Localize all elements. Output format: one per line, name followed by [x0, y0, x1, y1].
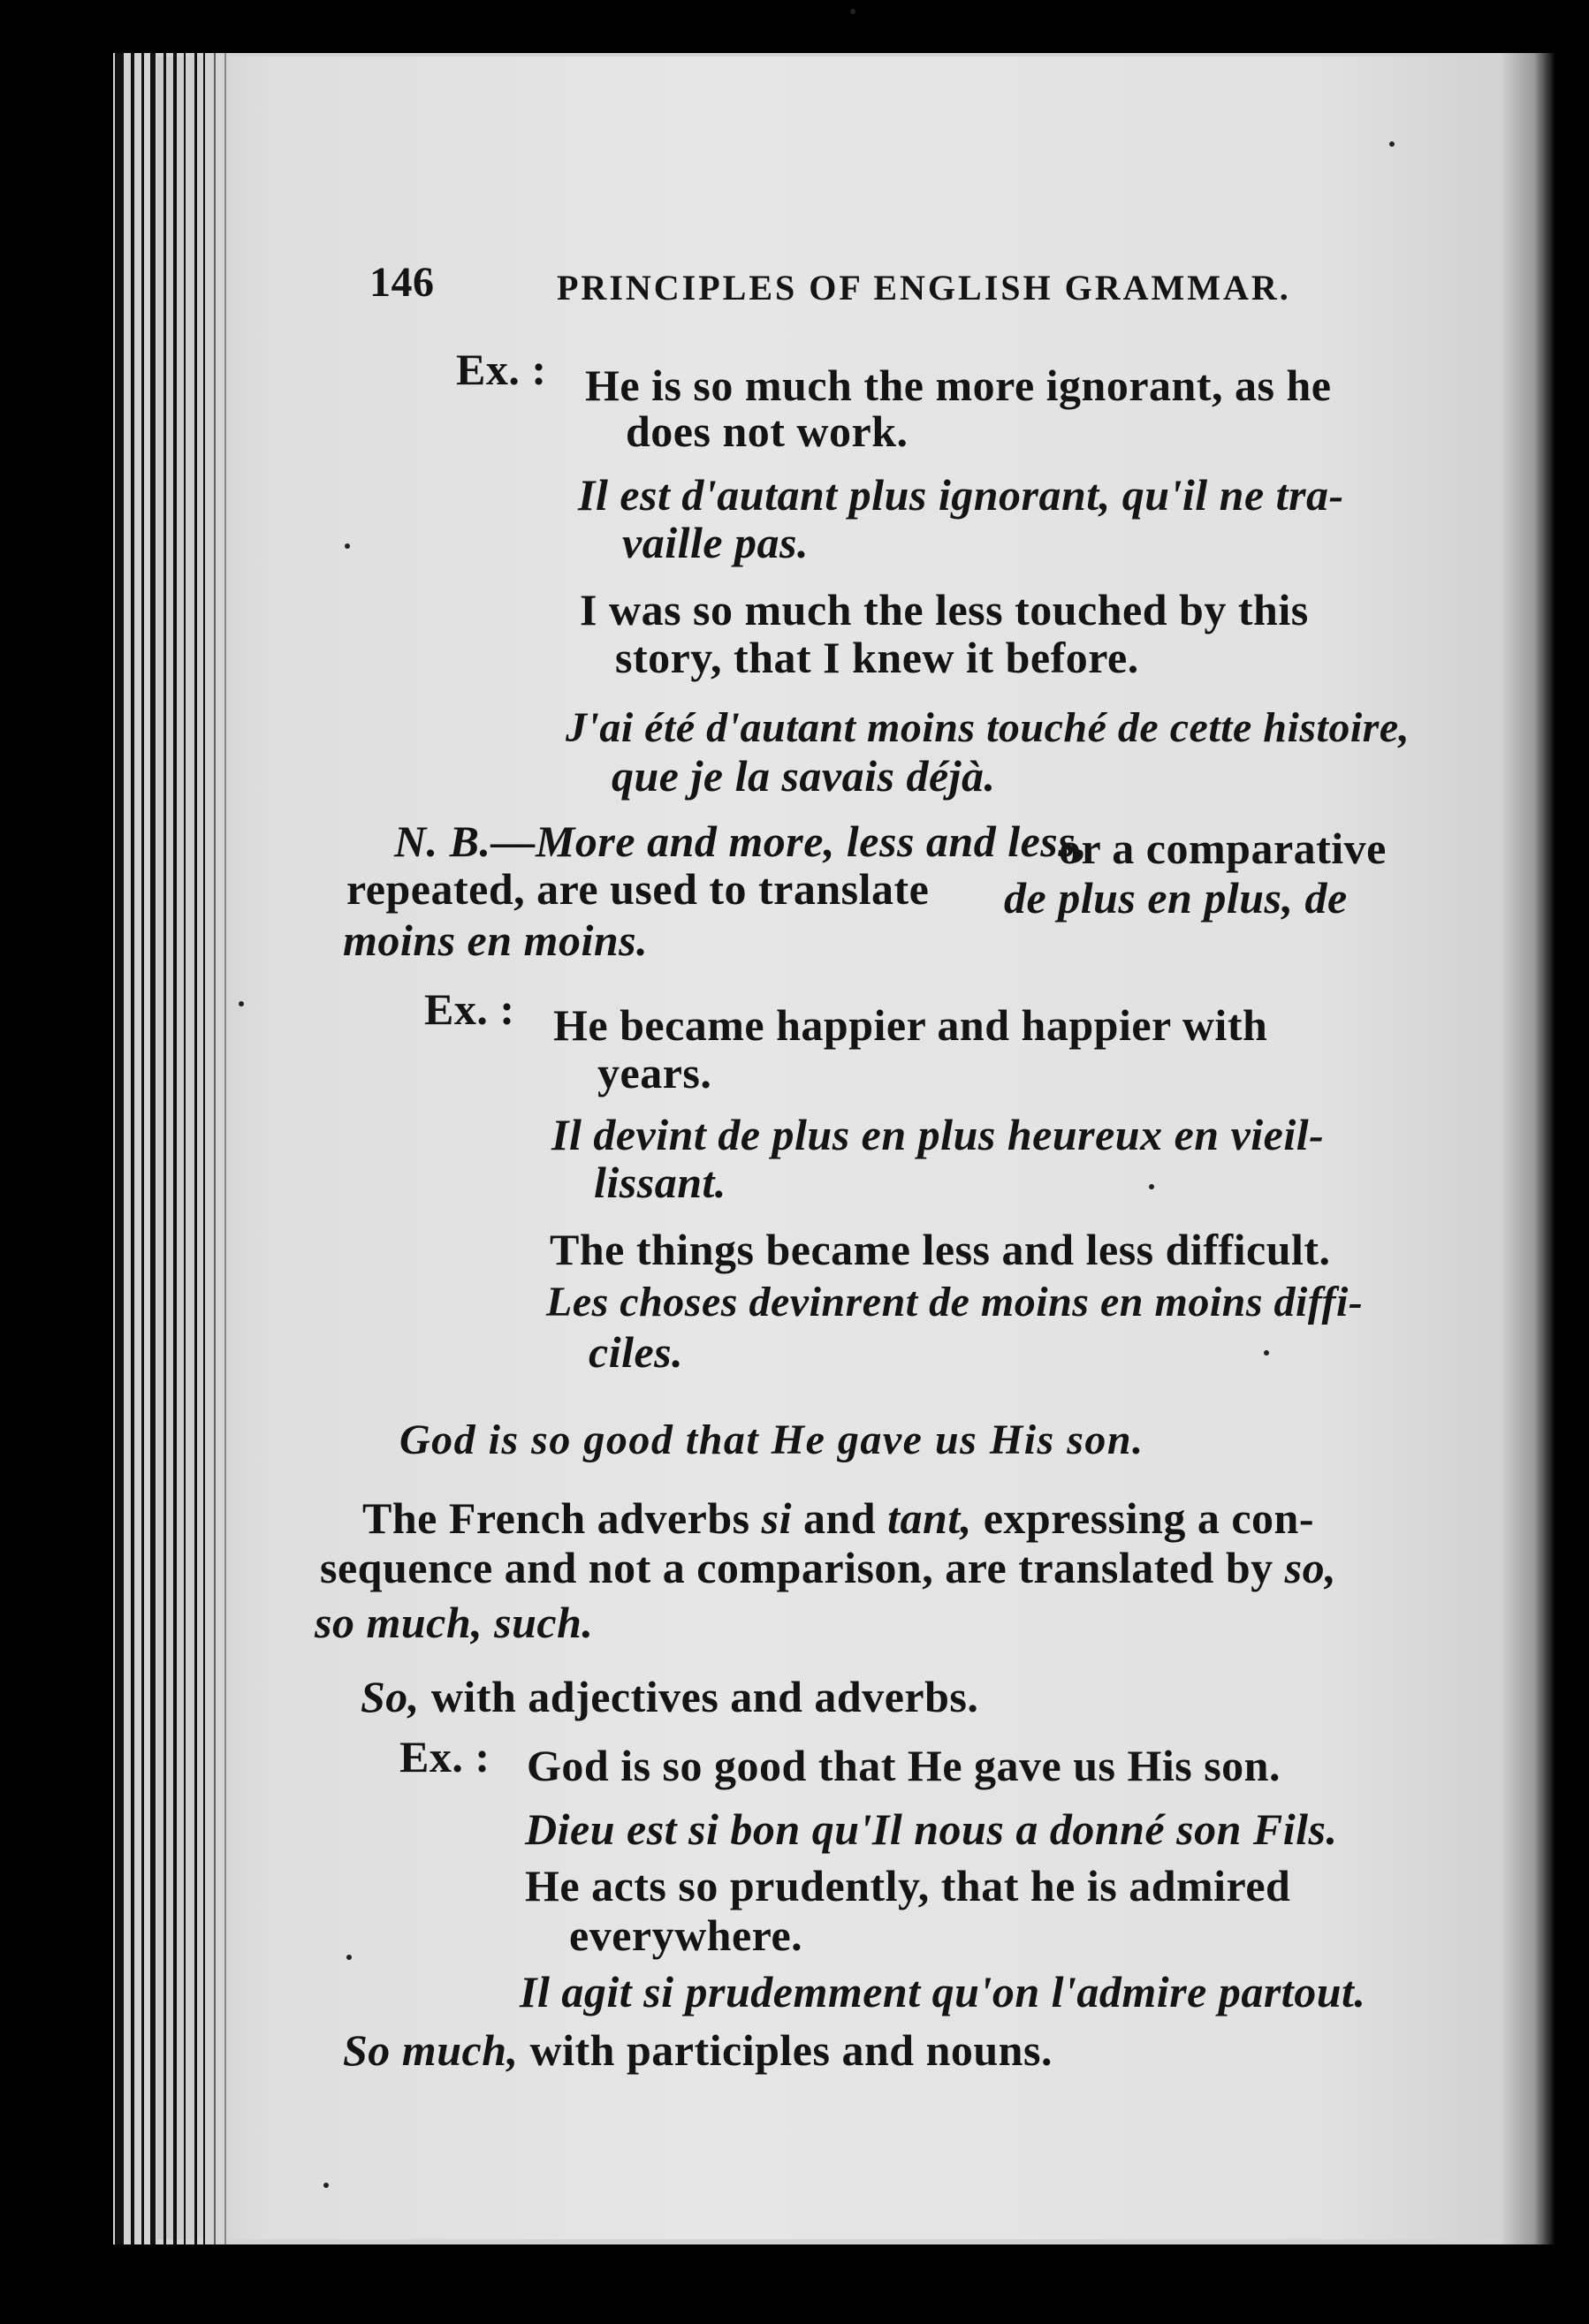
example-sentence-en: He became happier and happier with [553, 1000, 1268, 1050]
paragraph-text: sequence and not a comparison, are translated by [320, 1543, 1273, 1592]
example-sentence-en: years. [597, 1048, 712, 1097]
example-label: Ex. : [456, 345, 547, 394]
example-sentence-en: He acts so prudently, that he is admired [525, 1861, 1291, 1910]
speck [346, 1955, 352, 1960]
speck [1389, 141, 1395, 147]
example-label: Ex. : [399, 1732, 490, 1781]
speck [1149, 1184, 1154, 1189]
nota-bene-text: moins en moins. [343, 915, 649, 965]
rule-text: with adjectives and adverbs. [430, 1672, 979, 1721]
paragraph-text: so, [1284, 1543, 1337, 1592]
example-sentence-fr: Il agit si prudemment qu'on l'admire partout. [520, 1967, 1366, 2016]
speck [345, 543, 350, 549]
example-label: Ex. : [424, 984, 515, 1034]
rule-line [343, 2024, 1053, 2077]
rule-text: with participles and nouns. [529, 2025, 1053, 2075]
nota-bene-text: or a comparative [1059, 824, 1387, 873]
example-sentence-fr: que je la savais déjà. [612, 751, 996, 801]
example-sentence-en: God is so good that He gave us His son. [527, 1741, 1281, 1790]
page-binding-edge [115, 53, 247, 2244]
paragraph-text: expressing a con- [983, 1493, 1314, 1543]
nota-bene-text: repeated, are used to translate [346, 864, 930, 914]
example-sentence-fr: vaille pas. [622, 518, 810, 567]
example-sentence-en: story, that I knew it before. [615, 633, 1139, 682]
nota-bene-text: de plus en plus, de [1004, 873, 1348, 923]
example-sentence-en: He is so much the more ignorant, as he [585, 361, 1332, 410]
rule-keyword: So, [361, 1672, 420, 1721]
rule-keyword: So much, [343, 2025, 519, 2075]
paragraph-text [320, 1541, 1336, 1594]
paragraph-text: si [761, 1493, 792, 1543]
example-sentence-fr: lissant. [594, 1158, 726, 1207]
example-sentence-fr: Il devint de plus en plus heureux en vieil- [551, 1110, 1325, 1159]
example-sentence-en: does not work. [626, 406, 909, 456]
paragraph-text: tant, [887, 1493, 972, 1543]
speck [850, 9, 855, 14]
speck [239, 1001, 244, 1006]
page-number: 146 [369, 259, 435, 306]
paragraph-text: and [803, 1493, 877, 1543]
example-sentence-fr: Il est d'autant plus ignorant, qu'il ne tra- [578, 470, 1344, 520]
example-sentence-en: everywhere. [569, 1910, 803, 1960]
section-heading: God is so good that He gave us His son. [399, 1416, 1144, 1463]
example-sentence-fr: J'ai été d'autant moins touché de cette histoire, [566, 704, 1410, 751]
paragraph-text [362, 1492, 1314, 1545]
example-sentence-fr: ciles. [589, 1327, 684, 1377]
speck [1264, 1350, 1269, 1356]
paragraph-text: The French adverbs [362, 1493, 750, 1543]
running-title: PRINCIPLES OF ENGLISH GRAMMAR. [557, 268, 1291, 308]
example-sentence-en: I was so much the less touched by this [580, 585, 1309, 634]
example-sentence-en: The things became less and less difficult. [550, 1225, 1331, 1274]
example-sentence-fr: Les choses devinrent de moins en moins diffi- [546, 1279, 1364, 1325]
rule-line [361, 1670, 978, 1723]
nota-bene: N. B.—More and more, less and less, [394, 816, 1088, 866]
paragraph-text: so much, such. [315, 1598, 594, 1647]
page-right-edge [1502, 53, 1555, 2244]
speck [323, 2183, 329, 2188]
example-sentence-fr: Dieu est si bon qu'Il nous a donné son Fils. [525, 1804, 1338, 1854]
